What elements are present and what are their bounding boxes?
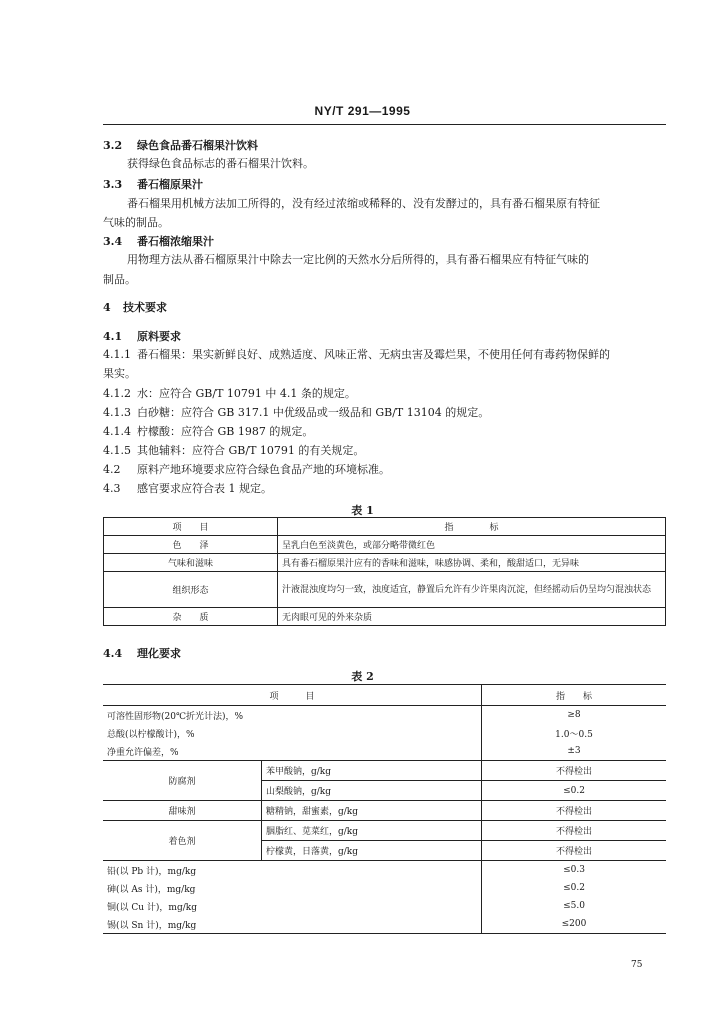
clause-4-1-4: [103, 425, 313, 439]
table-cell: 柠檬黄，日落黄，g/kg: [262, 841, 482, 861]
category-cell: 防腐剂: [103, 761, 262, 801]
table-cell: 杂 质: [104, 608, 278, 626]
table-row: [104, 536, 666, 554]
clause-number: 4.1.4: [103, 425, 131, 438]
table-cell: 苯甲酸钠，g/kg: [262, 761, 482, 781]
standard-header: NY/T 291—1995: [314, 104, 411, 118]
table-cell: 铅(以 Pb 计)，mg/kg: [103, 861, 482, 880]
clause-text: 番石榴浓缩果汁: [137, 235, 214, 248]
clause-4-1-3: [103, 406, 489, 420]
table-cell: ±3: [482, 742, 667, 761]
table-cell: 山梨酸钠，g/kg: [262, 781, 482, 801]
table-row: [103, 742, 666, 761]
table-row: [103, 879, 666, 897]
body-line: 用物理方法从番石榴原果汁中除去一定比例的天然水分后所得的，具有番石榴果应有特征气味的: [127, 253, 589, 266]
table-cell: 色 泽: [104, 536, 278, 554]
table-cell: 铜(以 Cu 计)，mg/kg: [103, 897, 482, 915]
table-cell: 砷(以 As 计)，mg/kg: [103, 879, 482, 897]
clause-number: 4.1.5: [103, 444, 131, 457]
clause-number: 4.4: [103, 647, 123, 660]
clause-text: 原料要求: [137, 330, 181, 343]
clause-number: 4.1.2: [103, 387, 131, 400]
clause-number: 4.2: [103, 463, 121, 476]
table-row: [104, 608, 666, 626]
table-cell: 不得检出: [482, 761, 667, 781]
column-header: 项 目: [103, 685, 482, 706]
table-row: [103, 706, 666, 725]
column-header: 指 标: [482, 685, 667, 706]
table-cell: 组织形态: [104, 572, 278, 608]
clause-number: 4.1.1: [103, 348, 131, 361]
header-rule: [103, 124, 666, 125]
clause-4-1-5: [103, 444, 364, 458]
table-cell: ≤5.0: [482, 897, 667, 915]
clause-text: 其他辅料：应符合 GB/T 10791 的有关规定。: [137, 444, 365, 457]
section-number: 4: [103, 301, 111, 314]
column-header: 项 目: [104, 518, 278, 536]
clause-3-3: [103, 178, 203, 192]
table-cell: 1.0～0.5: [482, 724, 667, 742]
body-line: 制品。: [103, 273, 136, 286]
table-cell: 无肉眼可见的外来杂质: [278, 608, 666, 626]
clause-number: 3.3: [103, 178, 123, 191]
table-row: [104, 572, 666, 608]
table-2-caption: 表 2: [351, 670, 374, 683]
table-2: [103, 684, 666, 934]
table-cell: 总酸(以柠檬酸计)，%: [103, 724, 482, 742]
table-row: [104, 554, 666, 572]
table-1-caption: 表 1: [351, 504, 374, 517]
clause-3-4: [103, 235, 214, 249]
clause-4-1-1: [103, 348, 610, 362]
section-title: 技术要求: [123, 301, 167, 314]
table-cell: 胭脂红、苋菜红，g/kg: [262, 821, 482, 841]
body-line: 气味的制品。: [103, 216, 169, 229]
clause-number: 4.3: [103, 482, 121, 495]
section-4: [103, 301, 167, 315]
clause-number: 3.4: [103, 235, 123, 248]
table-cell: ≤0.3: [482, 861, 667, 880]
column-header: 指 标: [278, 518, 666, 536]
clause-text: 原料产地环境要求应符合绿色食品产地的环境标准。: [137, 463, 390, 476]
table-cell: 具有番石榴原果汁应有的香味和滋味，味感协调、柔和，酸甜适口，无异味: [278, 554, 666, 572]
clause-4-2: [103, 463, 390, 477]
table-cell: 锡(以 Sn 计)，mg/kg: [103, 915, 482, 934]
table-row: [103, 861, 666, 880]
clause-4-4: [103, 647, 181, 661]
clause-text: 番石榴原果汁: [137, 178, 203, 191]
body-line: 番石榴果用机械方法加工所得的，没有经过浓缩或稀释的、没有发酵过的，具有番石榴果原有特征: [127, 197, 600, 210]
category-cell: 着色剂: [103, 821, 262, 861]
table-row: [103, 915, 666, 934]
table-cell: ≤0.2: [482, 781, 667, 801]
clause-number: 3.2: [103, 139, 123, 152]
clause-text: 感官要求应符合表 1 规定。: [137, 482, 272, 495]
clause-number: 4.1: [103, 330, 123, 343]
table-row: [103, 897, 666, 915]
clause-text: 柠檬酸：应符合 GB 1987 的规定。: [137, 425, 314, 438]
table-header-row: [104, 518, 666, 536]
table-cell: 不得检出: [482, 821, 667, 841]
table-header-row: [103, 685, 666, 706]
clause-text: 番石榴果：果实新鲜良好、成熟适度、风味正常、无病虫害及霉烂果，不使用任何有毒药物保鲜的: [137, 348, 610, 361]
clause-text: 水：应符合 GB/T 10791 中 4.1 条的规定。: [137, 387, 356, 400]
table-row: [103, 761, 666, 781]
table-cell: 呈乳白色至淡黄色，或部分略带微红色: [278, 536, 666, 554]
clause-4-1: [103, 330, 181, 344]
table-cell: 糖精钠，甜蜜素，g/kg: [262, 801, 482, 821]
body-line: 获得绿色食品标志的番石榴果汁饮料。: [127, 157, 314, 170]
clause-text: 绿色食品番石榴果汁饮料: [137, 139, 258, 152]
clause-4-3: [103, 482, 272, 496]
table-row: [103, 821, 666, 841]
clause-3-2: [103, 139, 258, 153]
table-row: [103, 724, 666, 742]
table-row: [103, 801, 666, 821]
clause-number: 4.1.3: [103, 406, 131, 419]
table-cell: ≤200: [482, 915, 667, 934]
table-cell: 不得检出: [482, 801, 667, 821]
table-cell: 气味和滋味: [104, 554, 278, 572]
table-cell: ≤0.2: [482, 879, 667, 897]
table-1: [103, 517, 666, 626]
table-cell: 不得检出: [482, 841, 667, 861]
table-cell: 可溶性固形物(20℃折光计法)，%: [103, 706, 482, 725]
clause-4-1-2: [103, 387, 356, 401]
table-cell: ≥8: [482, 706, 667, 725]
page-number: 75: [631, 960, 643, 970]
clause-text: 白砂糖：应符合 GB 317.1 中优级品或一级品和 GB/T 13104 的规定。: [137, 406, 490, 419]
clause-text: 理化要求: [137, 647, 181, 660]
table-cell: 净重允许偏差，%: [103, 742, 482, 761]
table-cell: 汁液混浊度均匀一致，浊度适宜，静置后允许有少许果肉沉淀，但经摇动后仍呈均匀混浊状态: [278, 572, 666, 608]
category-cell: 甜味剂: [103, 801, 262, 821]
body-line: 果实。: [103, 367, 136, 380]
